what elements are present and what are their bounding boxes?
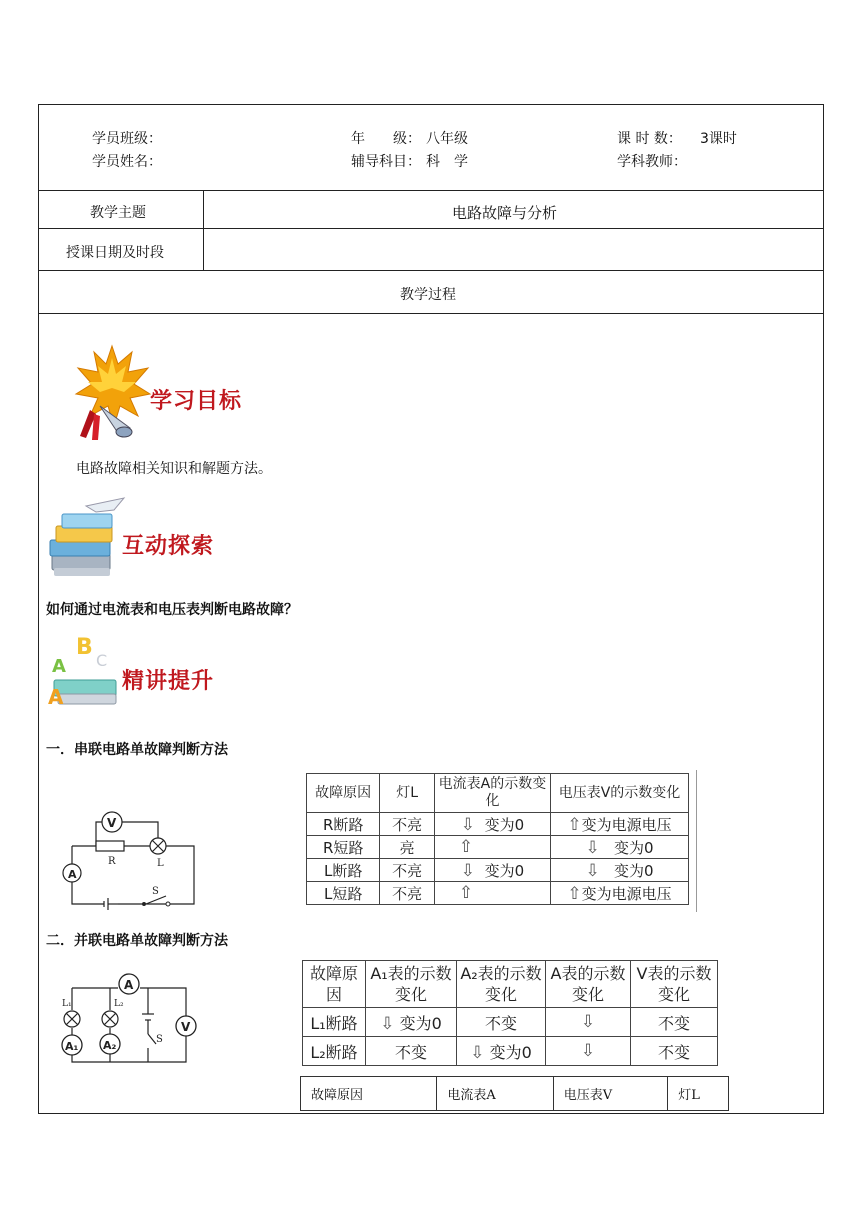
row-divider (38, 313, 823, 314)
lamp-label: L (157, 858, 164, 869)
ammeter-main-label: A (124, 978, 134, 992)
ammeter1-label: A₁ (65, 1040, 79, 1053)
table-cell: ⇧变为电源电压 (551, 882, 689, 905)
table-header: A₁表的示数变化 (366, 961, 457, 1008)
arrow-icon: ⇩ (470, 1042, 485, 1063)
section2-heading: 二．并联电路单故障判断方法 (46, 933, 228, 949)
parallel-fault-table (302, 960, 718, 1066)
name-label: 学员姓名： (92, 154, 162, 170)
table-header: A表的示数变化 (546, 961, 631, 1008)
lamp1-label: L₁ (62, 999, 72, 1009)
arrow-icon: ⇩ (460, 814, 476, 835)
arrow-icon: ⇩ (380, 1013, 395, 1034)
improve-banner-title: 精讲提升 (122, 669, 215, 694)
table-cell (546, 1008, 631, 1037)
table-cell: ⇩ 变为0 (434, 859, 550, 882)
maple-leaf-bell-icon (72, 344, 152, 440)
date-label: 授课日期及时段 (66, 245, 164, 261)
table-header: 故障原因 (301, 1077, 437, 1111)
grade-label: 年 级： (351, 131, 421, 147)
table-cell: 不变 (631, 1037, 718, 1066)
table-cell: ⇩ 变为0 (434, 813, 550, 836)
table-header: A₂表的示数变化 (457, 961, 546, 1008)
summary-table (300, 1076, 729, 1111)
table-header: V表的示数变化 (631, 961, 718, 1008)
table-cell: 不亮 (380, 813, 435, 836)
row-divider (38, 228, 823, 229)
table-header: 电流表A的示数变化 (434, 774, 550, 813)
arrow-icon: ⇧ (458, 837, 474, 857)
abc-book-icon (46, 632, 124, 712)
grade-value: 八年级 (426, 131, 468, 147)
resistor-label: R (108, 856, 116, 867)
table-cell: 不变 (366, 1037, 457, 1066)
table-cell: ⇩ 变为0 (366, 1008, 457, 1037)
table-cell: L断路 (307, 859, 380, 882)
voltmeter-label: V (107, 816, 117, 830)
process-label: 教学过程 (400, 287, 456, 303)
topic-label: 教学主题 (90, 205, 146, 221)
table-cell: R断路 (307, 813, 380, 836)
svg-text:A: A (52, 656, 66, 677)
svg-text:A: A (48, 685, 64, 709)
switch-label: S (152, 886, 159, 897)
table-header: 故障原因 (303, 961, 366, 1008)
ammeter-label: A (68, 868, 77, 881)
table-cell: ⇩ 变为0 (551, 859, 689, 882)
svg-text:B: B (76, 635, 93, 660)
voltmeter-label: V (181, 1020, 191, 1034)
arrow-icon: ⇧ (458, 883, 474, 903)
table-row (301, 1077, 729, 1111)
arrow-icon: ⇩ (585, 837, 600, 858)
topic-value: 电路故障与分析 (452, 204, 558, 222)
table-header: 电流表A (437, 1077, 553, 1111)
table-cell: 不亮 (380, 882, 435, 905)
table-cell (434, 882, 550, 905)
series-fault-table (306, 773, 689, 905)
row-divider (38, 190, 823, 191)
table-cell: 不变 (631, 1008, 718, 1037)
svg-text:C: C (96, 651, 108, 670)
table-header: 电压表V的示数变化 (551, 774, 689, 813)
question-text: 如何通过电流表和电压表判断电路故障？ (46, 602, 298, 618)
teacher-label: 学科教师： (617, 154, 687, 170)
section1-heading: 一．串联电路单故障判断方法 (46, 742, 228, 758)
column-divider (203, 190, 204, 270)
table-cell: 不亮 (380, 859, 435, 882)
switch-label: S (156, 1034, 163, 1045)
table-cell: ⇩ 变为0 (457, 1037, 546, 1066)
arrow-icon: ⇩ (585, 860, 600, 881)
goal-banner-title: 学习目标 (150, 389, 243, 414)
goal-text: 电路故障相关知识和解题方法。 (76, 461, 272, 477)
series-circuit-diagram (58, 808, 208, 916)
table-row (307, 813, 689, 836)
table-header: 灯L (380, 774, 435, 813)
arrow-icon: ⇩ (580, 1012, 596, 1032)
lamp2-label: L₂ (114, 999, 124, 1009)
table-cell: L短路 (307, 882, 380, 905)
class-label: 学员班级： (92, 131, 162, 147)
table-cell: R短路 (307, 836, 380, 859)
table-header: 灯L (668, 1077, 729, 1111)
books-icon (46, 496, 126, 580)
arrow-icon: ⇩ (460, 860, 476, 881)
hours-label: 课 时 数： (617, 131, 682, 147)
arrow-icon: ⇩ (580, 1041, 596, 1061)
subject-value: 科 学 (426, 154, 468, 170)
table-cell: ⇩ 变为0 (551, 836, 689, 859)
table-row (307, 836, 689, 859)
table-cell: 亮 (380, 836, 435, 859)
subject-label: 辅导科目： (351, 154, 421, 170)
table-row (303, 1037, 718, 1066)
ammeter2-label: A₂ (103, 1039, 117, 1052)
table-cell: ⇧变为电源电压 (551, 813, 689, 836)
table-cell (546, 1037, 631, 1066)
table-row (307, 859, 689, 882)
table-header: 故障原因 (307, 774, 380, 813)
table-cell: L₁断路 (303, 1008, 366, 1037)
table-row (303, 1008, 718, 1037)
hours-value: 3课时 (700, 131, 737, 147)
arrow-icon: ⇧ (567, 883, 582, 904)
table-header: 电压表V (553, 1077, 667, 1111)
table-cell: 不变 (457, 1008, 546, 1037)
table-cell (434, 836, 550, 859)
parallel-circuit-diagram (58, 970, 200, 1068)
row-divider (38, 270, 823, 271)
explore-banner-title: 互动探索 (122, 534, 215, 559)
scan-edge (696, 770, 697, 912)
arrow-icon: ⇧ (567, 814, 582, 835)
table-row (307, 882, 689, 905)
table-cell: L₂断路 (303, 1037, 366, 1066)
